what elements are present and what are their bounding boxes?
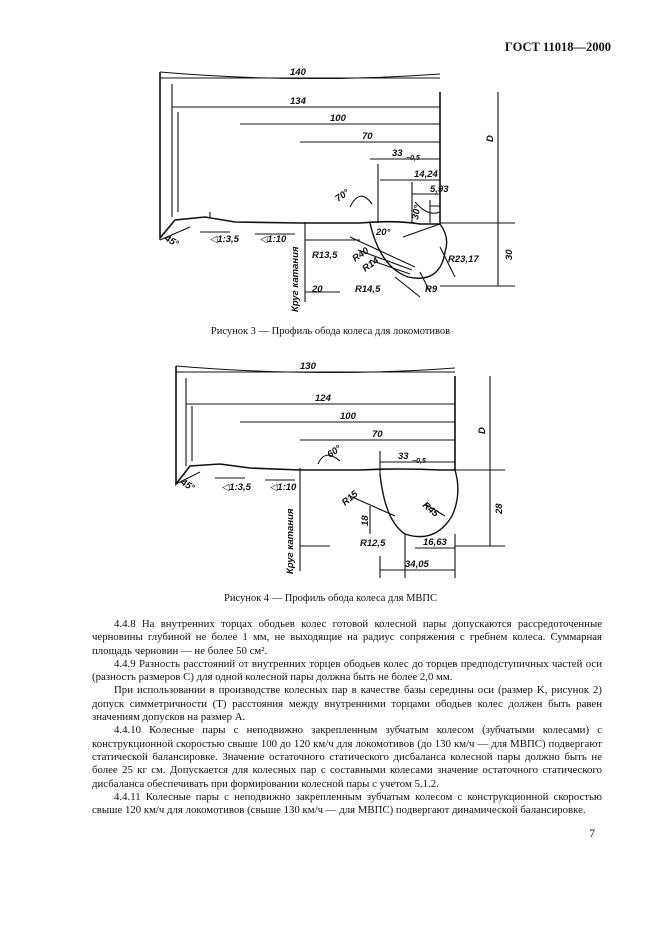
rolling-circle-label: Круг катания	[290, 246, 301, 312]
radius-40: R40	[350, 245, 372, 265]
angle-45: 45°	[162, 233, 181, 250]
paragraph-4-4-10: 4.4.10 Колесные пары с неподвижно закрепленным зубчатым колесом (зубчатыми колесами) с конструкционной скоростью свыше 100 до 120 км/ч для локомотивов (до 130 км/ч — для МВПС) подвергают статической балансировке. Значение остаточного статического дисбаланса колесной пары должно быть не более 25 кг см. Допускается для колесных пар с составными колесами значение остаточного статического дисбаланса обеспечивать при формировании колесной пары с учетом 5.1.2.	[92, 724, 602, 790]
taper-1-10: ◁1:10	[270, 482, 297, 493]
radius-13-5: R13,5	[312, 250, 338, 261]
dim-33: 33	[392, 148, 403, 159]
paragraph-4-4-11: 4.4.11 Колесные пары с неподвижно закрепленным зубчатым колесом с конструкционной скоростью свыше 120 км/ч для локомотивов (свыше 130 км/ч — для МВПС) подвергают динамической балансировке.	[92, 790, 602, 817]
angle-30: 30°	[410, 204, 424, 221]
radius-23-17: R23,17	[448, 254, 479, 265]
dim-33-tol: −0,5	[406, 155, 420, 162]
dim-D: D	[477, 427, 488, 434]
taper-1-10: ◁1:10	[260, 234, 287, 245]
dim-70: 70	[362, 131, 373, 142]
radius-12-5: R12,5	[360, 538, 386, 549]
dim-100: 100	[340, 411, 356, 422]
angle-45: 45°	[178, 477, 197, 494]
dim-124: 124	[315, 393, 331, 404]
rolling-circle-label: Круг катания	[285, 508, 296, 574]
dim-100: 100	[330, 113, 346, 124]
paragraph-4-4-9: 4.4.9 Разность расстояний от внутренних торцев ободьев колес до торцев предподступичных частей оси (разность размеров С) для одной колесной пары должна быть не более 2,0 мм.	[92, 657, 602, 684]
dim-33-tol: −0,5	[412, 458, 426, 465]
page-number: 7	[589, 828, 595, 840]
dim-D: D	[485, 135, 496, 142]
paragraph-base-axle: При использовании в производстве колесных пар в качестве базы середины оси (размер K, рисунок 2) допуск симметричности (T) расстояния между внутренними торцами ободьев колес должен быть равен значениям допусков на размер A.	[92, 684, 602, 724]
taper-1-3-5: ◁1:3,5	[222, 482, 251, 493]
dim-30: 30	[504, 249, 515, 260]
dim-70: 70	[372, 429, 383, 440]
dim-18: 18	[360, 515, 371, 526]
header-standard: ГОСТ 11018—2000	[504, 40, 611, 54]
dim-20: 20	[312, 284, 323, 295]
dim-140: 140	[290, 67, 306, 78]
angle-70: 70°	[333, 187, 352, 205]
figure-3-caption: Рисунок 3 — Профиль обода колеса для локомотивов	[210, 326, 451, 337]
radius-45: R45	[420, 499, 441, 520]
angle-20: 20°	[376, 227, 391, 238]
radius-14-5: R14,5	[355, 284, 381, 295]
angle-60: 60°	[325, 443, 344, 461]
radius-14: R14	[360, 255, 382, 275]
dim-130: 130	[300, 361, 316, 372]
dim-28: 28	[494, 503, 505, 514]
dim-34-05: 34,05	[405, 559, 429, 570]
dim-134: 134	[290, 96, 306, 107]
figure-4-drawing	[0, 356, 661, 591]
radius-15: R15	[339, 488, 361, 509]
paragraph-4-4-8: 4.4.8 На внутренних торцах ободьев колес готовой колесной пары допускаются рассредоточенные черновины глубиной не более 1 мм, не выходящие на радиус сопряжения с гребнем колеса. Суммарная площадь черновин — не более 50 см².	[92, 618, 602, 657]
dim-33: 33	[398, 451, 409, 462]
dim-16-63: 16,63	[423, 537, 447, 548]
radius-9: R9	[425, 284, 438, 295]
figure-3-drawing	[0, 62, 661, 322]
dim-5-93: 5,93	[430, 184, 449, 195]
body-text	[92, 618, 602, 817]
figure-4-caption: Рисунок 4 — Профиль обода колеса для МВПС	[223, 593, 438, 604]
taper-1-3-5: ◁1:3,5	[210, 234, 239, 245]
dim-14-24: 14,24	[414, 169, 438, 180]
